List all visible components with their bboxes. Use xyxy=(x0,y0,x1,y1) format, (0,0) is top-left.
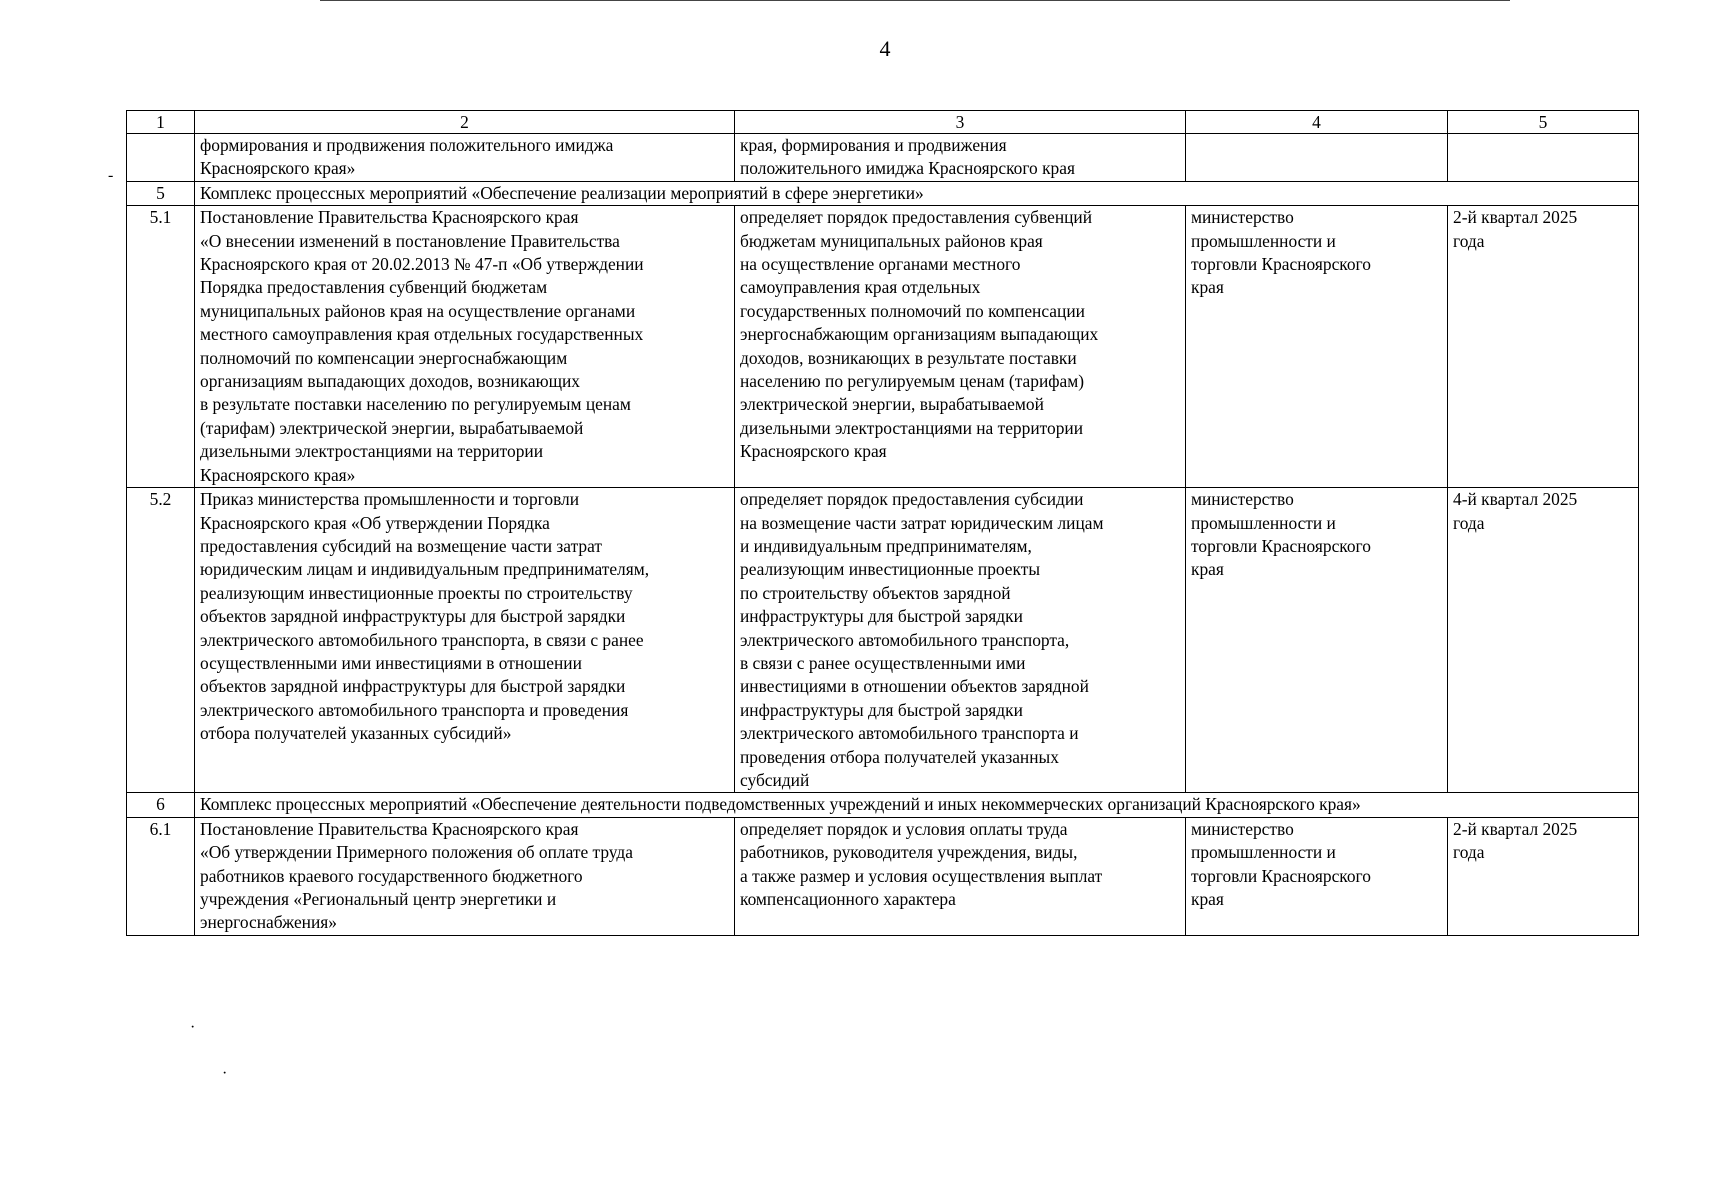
row-number: 6.1 xyxy=(127,817,195,935)
scan-speck: - xyxy=(108,167,114,184)
scan-top-edge-line xyxy=(320,0,1510,1)
cell-deadline: 4-й квартал 2025 года xyxy=(1448,488,1639,793)
cell-document: формирования и продвижения положительного имиджа Красноярского края» xyxy=(195,134,735,182)
cell-number xyxy=(127,134,195,182)
cell-subject: определяет порядок предоставления субвенций бюджетам муниципальных районов края на осуществление органами местного самоуправления края отдельных государственных полномочий по компенсации энергоснабжающим организациям выпадающих доходов, возникающих в результате поставки населению по регулируемым ценам (тарифам) электрической энергии, вырабатываемой дизельными электростанциями на территории Красноярского края xyxy=(735,206,1186,488)
cell-responsible: министерство промышленности и торговли Красноярского края xyxy=(1186,817,1448,935)
row-number: 5.2 xyxy=(127,488,195,793)
scan-speck: · xyxy=(190,1019,196,1036)
scan-speck: · xyxy=(222,1065,228,1082)
header-cell: 1 xyxy=(127,111,195,134)
header-cell: 3 xyxy=(735,111,1186,134)
cell-deadline xyxy=(1448,134,1639,182)
page-number: 4 xyxy=(879,36,891,61)
table-row-6-1 xyxy=(127,817,1639,935)
header-cell: 2 xyxy=(195,111,735,134)
section-number: 6 xyxy=(127,793,195,817)
table-row-5-1 xyxy=(127,206,1639,488)
section-number: 5 xyxy=(127,181,195,205)
row-number: 5.1 xyxy=(127,206,195,488)
cell-responsible: министерство промышленности и торговли Красноярского края xyxy=(1186,206,1448,488)
section-row-5 xyxy=(127,181,1639,205)
column-number-header-row xyxy=(127,111,1639,134)
cell-document: Приказ министерства промышленности и торговли Красноярского края «Об утверждении Порядка предоставления субсидий на возмещение части затрат юридическим лицам и индивидуальным предпринимателям, реализующим инвестиционные проекты по строительству объектов зарядной инфраструктуры для быстрой зарядки электрического автомобильного транспорта, в связи с ранее осуществленными ими инвестициями в отношении объектов зарядной инфраструктуры для быстрой зарядки электрического автомобильного транспорта и проведения отбора получателей указанных субсидий» xyxy=(195,488,735,793)
cell-deadline: 2-й квартал 2025 года xyxy=(1448,206,1639,488)
cell-subject: определяет порядок предоставления субсидии на возмещение части затрат юридическим лицам и индивидуальным предпринимателям, реализующим инвестиционные проекты по строительству объектов зарядной инфраструктуры для быстрой зарядки электрического автомобильного транспорта, в связи с ранее осуществленными ими инвестициями в отношении объектов зарядной инфраструктуры для быстрой зарядки электрического автомобильного транспорта и проведения отбора получателей указанных субсидий xyxy=(735,488,1186,793)
table-row-continuation xyxy=(127,134,1639,182)
cell-subject: края, формирования и продвижения положительного имиджа Красноярского края xyxy=(735,134,1186,182)
cell-document: Постановление Правительства Красноярского края «Об утверждении Примерного положения об оплате труда работников краевого государственного бюджетного учреждения «Региональный центр энергетики и энергоснабжения» xyxy=(195,817,735,935)
cell-responsible: министерство промышленности и торговли Красноярского края xyxy=(1186,488,1448,793)
header-cell: 5 xyxy=(1448,111,1639,134)
header-cell: 4 xyxy=(1186,111,1448,134)
cell-subject: определяет порядок и условия оплаты труда работников, руководителя учреждения, виды, а также размер и условия осуществления выплат компенсационного характера xyxy=(735,817,1186,935)
cell-deadline: 2-й квартал 2025 года xyxy=(1448,817,1639,935)
cell-responsible xyxy=(1186,134,1448,182)
section-row-6 xyxy=(127,793,1639,817)
section-title: Комплекс процессных мероприятий «Обеспечение реализации мероприятий в сфере энергетики» xyxy=(195,181,1639,205)
cell-document: Постановление Правительства Красноярского края «О внесении изменений в постановление Правительства Красноярского края от 20.02.2013 № 47-п «Об утверждении Порядка предоставления субвенций бюджетам муниципальных районов края на осуществление органами местного самоуправления края отдельных государственных полномочий по компенсации энергоснабжающим организациям выпадающих доходов, возникающих в результате поставки населению по регулируемым ценам (тарифам) электрической энергии, вырабатываемой дизельными электростанциями на территории Красноярского края» xyxy=(195,206,735,488)
table-row-5-2 xyxy=(127,488,1639,793)
section-title: Комплекс процессных мероприятий «Обеспечение деятельности подведомственных учреждений и иных некоммерческих организаций Красноярского края» xyxy=(195,793,1639,817)
measures-table xyxy=(126,110,1639,936)
